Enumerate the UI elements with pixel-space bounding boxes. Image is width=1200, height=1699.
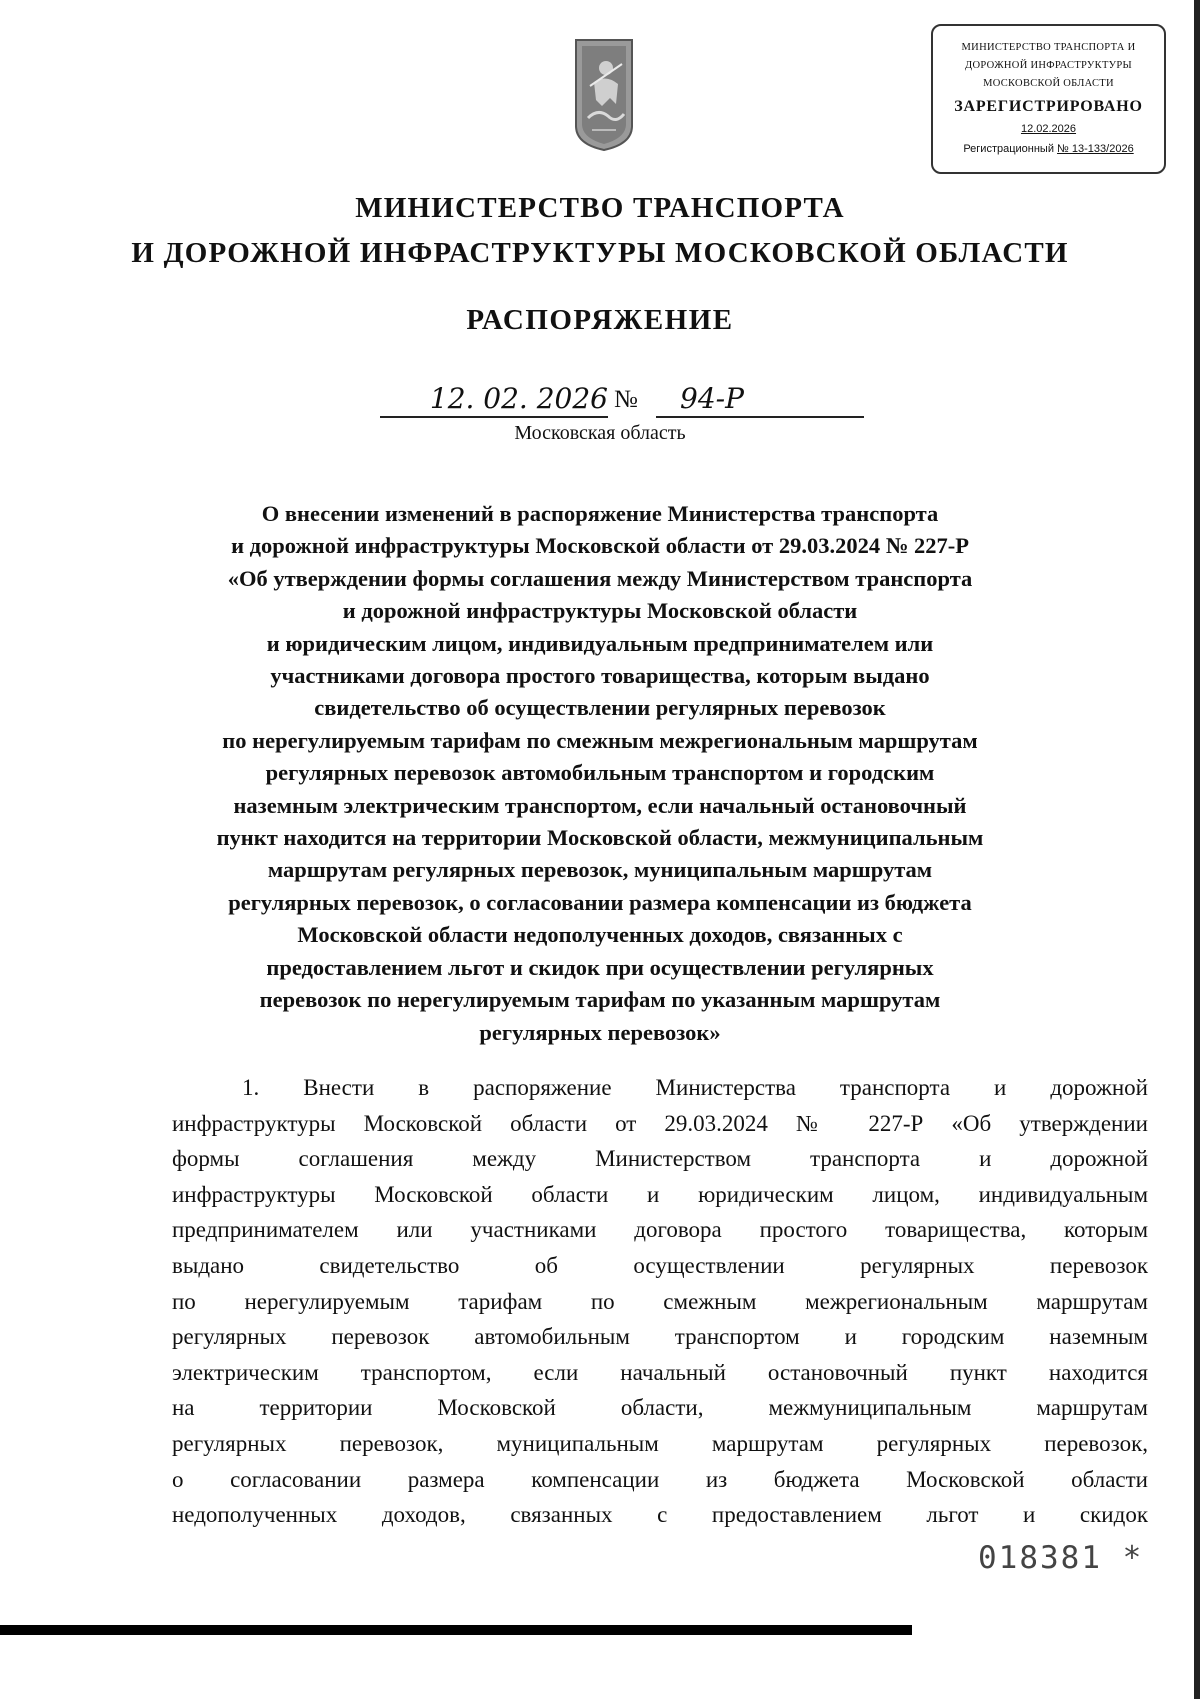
title-line: и дорожной инфраструктуры Московской области от 29.03.2024 № 227-Р xyxy=(231,533,969,559)
stamp-date: 12.02.2026 xyxy=(1020,123,1077,135)
title-line: предоставлением льгот и скидок при осуществлении регулярных xyxy=(266,954,934,980)
body-line: электрическим транспортом, если начальный остановочный пункт находится xyxy=(172,1359,1148,1385)
document-type: РАСПОРЯЖЕНИЕ xyxy=(466,304,734,336)
title-line: регулярных перевозок, о согласовании размера компенсации из бюджета xyxy=(228,889,972,915)
title-line: пункт находится на территории Московской области, межмуниципальным xyxy=(216,825,984,851)
scan-edge-right xyxy=(1194,0,1200,1699)
title-line: свидетельство об осуществлении регулярных перевозок xyxy=(314,695,886,721)
body-line: на территории Московской области, межмуниципальным маршрутам xyxy=(172,1395,1148,1421)
serial-number: 018381 * xyxy=(978,1540,1144,1576)
place-of-issue: Московская область xyxy=(514,422,686,444)
title-line: участниками договора простого товарищества, которым выдано xyxy=(270,663,930,689)
stamp-line-2: ДОРОЖНОЙ ИНФРАСТРУКТУРЫ xyxy=(964,60,1132,71)
title-line: наземным электрическим транспортом, если начальный остановочный xyxy=(233,792,967,818)
date-number-line xyxy=(380,382,900,422)
body-line: инфраструктуры Московской области от 29.03.2024 № 227-Р «Об утверждении xyxy=(172,1110,1148,1136)
body-line: регулярных перевозок, муниципальным маршрутам регулярных перевозок, xyxy=(172,1430,1148,1456)
handwritten-date: 12. 02. 2026 xyxy=(380,382,608,418)
body-line: недополученных доходов, связанных с предоставлением льгот и скидок xyxy=(172,1502,1148,1528)
title-line: регулярных перевозок» xyxy=(479,1019,721,1045)
coat-of-arms-icon xyxy=(572,34,636,152)
ministry-line-2: И ДОРОЖНОЙ ИНФРАСТРУКТУРЫ МОСКОВСКОЙ ОБЛАСТИ xyxy=(131,237,1069,269)
document-body xyxy=(172,1070,1148,1533)
title-line: Московской области недополученных доходов, связанных с xyxy=(297,922,903,948)
ministry-name xyxy=(0,186,1200,276)
stamp-registration xyxy=(933,140,1164,158)
body-line: предпринимателем или участниками договора простого товарищества, которым xyxy=(172,1217,1148,1243)
scan-edge-bar xyxy=(0,1625,912,1635)
title-line: перевозок по нерегулируемым тарифам по указанным маршрутам xyxy=(259,987,941,1013)
body-line: по нерегулируемым тарифам по смежным межрегиональным маршрутам xyxy=(172,1288,1148,1314)
body-line: регулярных перевозок автомобильным транспортом и городским наземным xyxy=(172,1324,1148,1350)
number-sign: № xyxy=(614,386,638,413)
stamp-line-3: МОСКОВСКОЙ ОБЛАСТИ xyxy=(983,78,1114,89)
body-line: формы соглашения между Министерством транспорта и дорожной xyxy=(172,1146,1148,1172)
title-line: и дорожной инфраструктуры Московской области xyxy=(342,598,858,624)
document-title xyxy=(0,498,1200,1049)
body-line: о согласовании размера компенсации из бюджета Московской области xyxy=(172,1466,1148,1492)
title-line: «Об утверждении формы соглашения между Министерством транспорта xyxy=(227,565,973,591)
registration-stamp xyxy=(931,24,1166,174)
title-line: маршрутам регулярных перевозок, муниципальным маршрутам xyxy=(267,857,933,883)
stamp-line-1: МИНИСТЕРСТВО ТРАНСПОРТА И xyxy=(961,42,1136,53)
title-line: и юридическим лицом, индивидуальным предпринимателем или xyxy=(266,630,934,656)
stamp-status: ЗАРЕГИСТРИРОВАНО xyxy=(954,98,1143,115)
title-line: регулярных перевозок автомобильным транспортом и городским xyxy=(265,760,935,786)
body-line: инфраструктуры Московской области и юридическим лицом, индивидуальным xyxy=(172,1181,1148,1207)
title-line: по нерегулируемым тарифам по смежным межрегиональным маршрутам xyxy=(222,727,978,753)
stamp-reg-number: № 13-133/2026 xyxy=(1057,143,1134,155)
handwritten-number: 94-Р xyxy=(656,382,864,418)
body-line: выдано свидетельство об осуществлении регулярных перевозок xyxy=(172,1252,1148,1278)
ministry-line-1: МИНИСТЕРСТВО ТРАНСПОРТА xyxy=(355,192,845,224)
title-line: О внесении изменений в распоряжение Министерства транспорта xyxy=(261,501,939,526)
stamp-reg-label: Регистрационный xyxy=(963,143,1054,155)
body-line: 1. Внести в распоряжение Министерства транспорта и дорожной xyxy=(242,1075,1148,1100)
